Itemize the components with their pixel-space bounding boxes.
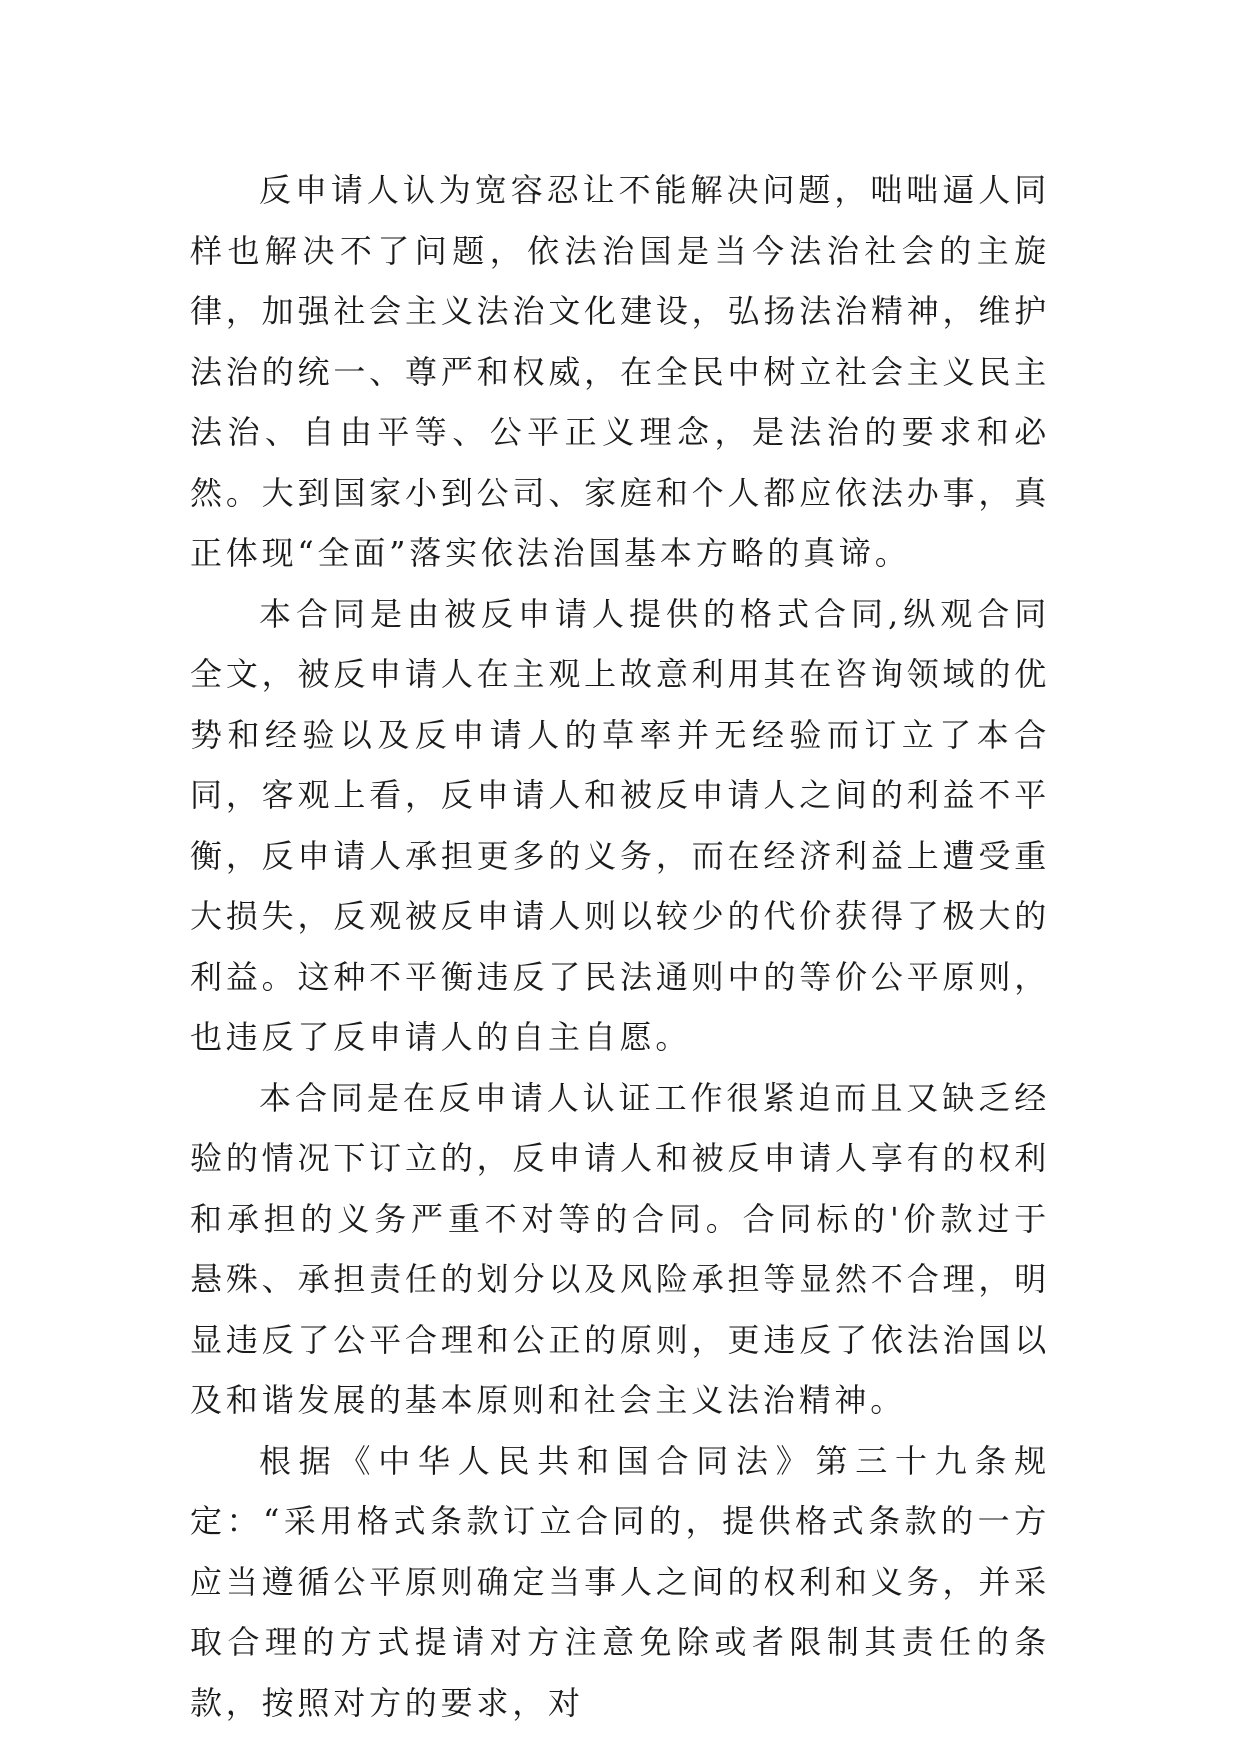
paragraph-4: 根据《中华人民共和国合同法》第三十九条规定：“采用格式条款订立合同的，提供格式条款的一方应当遵循公平原则确定当事人之间的权利和义务，并采取合理的方式提请对方注意免除或者限制其责任的条款，按照对方的要求，对 (190, 1441, 1050, 1722)
paragraph-2: 本合同是由被反申请人提供的格式合同,纵观合同全文，被反申请人在主观上故意利用其在咨询领域的优势和经验以及反申请人的草率并无经验而订立了本合同，客观上看，反申请人和被反申请人之间的利益不平衡，反申请人承担更多的义务，而在经济利益上遭受重大损失，反观被反申请人则以较少的代价获得了极大的利益。这种不平衡违反了民法通则中的等价公平原则，也违反了反申请人的自主自愿。 (190, 594, 1050, 1056)
paragraph-3: 本合同是在反申请人认证工作很紧迫而且又缺乏经验的情况下订立的，反申请人和被反申请人享有的权利和承担的义务严重不对等的合同。合同标的'价款过于悬殊、承担责任的划分以及风险承担等显然不合理，明显违反了公平合理和公正的原则，更违反了依法治国以及和谐发展的基本原则和社会主义法治精神。 (190, 1078, 1050, 1419)
paragraph-1: 反申请人认为宽容忍让不能解决问题，咄咄逼人同样也解决不了问题，依法治国是当今法治社会的主旋律，加强社会主义法治文化建设，弘扬法治精神，维护法治的统一、尊严和权威，在全民中树立社会主义民主法治、自由平等、公平正义理念，是法治的要求和必然。大到国家小到公司、家庭和个人都应依法办事，真正体现“全面”落实依法治国基本方略的真谛。 (190, 171, 1050, 572)
document-body (190, 160, 1050, 1733)
